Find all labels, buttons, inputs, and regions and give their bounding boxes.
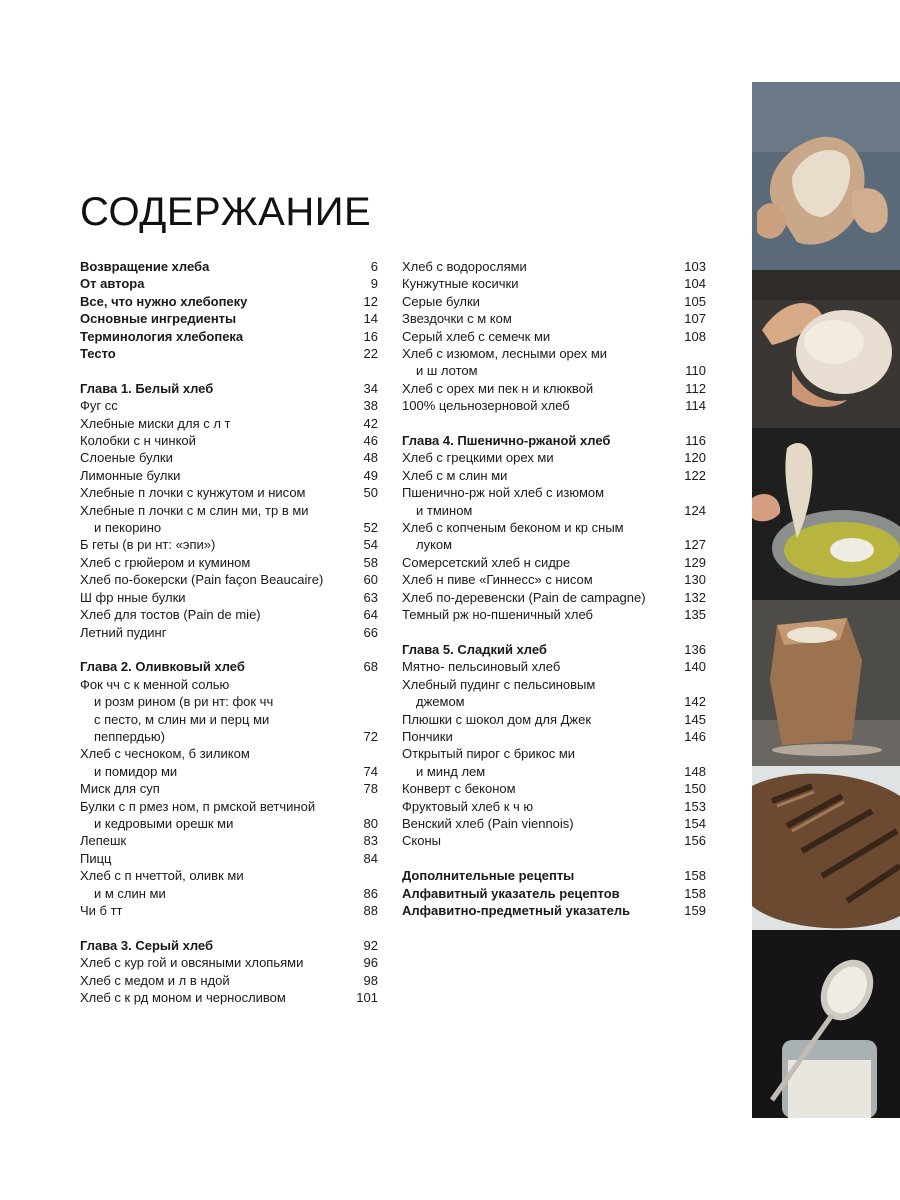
- toc-entry-line: Пицц: [80, 850, 112, 866]
- toc-entry-line: пеппердью): [94, 728, 165, 744]
- toc-section-heading[interactable]: [80, 310, 378, 327]
- toc-page-number: 80: [363, 815, 378, 831]
- toc-entry[interactable]: [402, 606, 706, 623]
- toc-entry-title: [80, 989, 348, 1006]
- toc-entry[interactable]: [402, 571, 706, 588]
- toc-page-number: 98: [363, 972, 378, 988]
- toc-entry-title: [402, 676, 676, 711]
- toc-section-heading[interactable]: [80, 275, 378, 292]
- toc-entry-title: [80, 380, 348, 397]
- toc-entry-line: Ш фр нные булки: [80, 589, 186, 605]
- toc-page-number: 124: [684, 502, 706, 518]
- toc-section-heading[interactable]: [80, 258, 378, 275]
- toc-entry-line: Хлебные п лочки с м слин ми, тр в ми: [80, 502, 309, 518]
- toc-page-number: 142: [684, 694, 706, 710]
- toc-entry-title: [80, 658, 348, 675]
- toc-page-number: 54: [363, 537, 378, 553]
- toc-entry-title: [80, 937, 348, 954]
- toc-entry-line: Пшенично-рж ной хлеб с изюмом: [402, 485, 605, 501]
- toc-entry-title: [402, 345, 676, 380]
- toc-section-heading[interactable]: [80, 658, 378, 675]
- toc-entry-line: Хлеб с к рд моном и черносливом: [80, 990, 286, 1006]
- toc-entry-title: [80, 554, 348, 571]
- toc-page-number: 101: [356, 990, 378, 1006]
- toc-entry-title: [402, 258, 676, 275]
- toc-page-number: 110: [685, 363, 706, 379]
- toc-entry[interactable]: [80, 989, 378, 1006]
- toc-entry-title: [402, 798, 676, 815]
- toc-entry[interactable]: [80, 902, 378, 919]
- toc-page-number: 135: [684, 607, 706, 623]
- toc-page-number: 120: [684, 450, 706, 466]
- toc-page-number: 140: [684, 659, 706, 675]
- toc-entry-line: 100% цельнозерновой хлеб: [402, 398, 570, 414]
- toc-entry[interactable]: [402, 711, 706, 728]
- toc-page-number: 116: [685, 433, 706, 449]
- toc-entry[interactable]: [80, 502, 378, 537]
- toc-entry[interactable]: [402, 293, 706, 310]
- toc-entry-title: [80, 484, 348, 501]
- toc-entry-title: [402, 293, 676, 310]
- toc-page-number: 158: [684, 868, 706, 884]
- toc-entry-line: Возвращение хлеба: [80, 259, 210, 274]
- toc-entry[interactable]: [402, 467, 706, 484]
- toc-page-number: 148: [684, 763, 706, 779]
- toc-entry-title: [402, 328, 676, 345]
- toc-page-number: 132: [684, 589, 706, 605]
- toc-entry-line: Мятно- пельсиновый хлеб: [402, 659, 561, 675]
- toc-entry-line: Фок чч с к менной солью: [80, 676, 230, 692]
- toc-entry-line: Чи б тт: [80, 903, 123, 918]
- toc-entry-line: Глава 5. Сладкий хлеб: [402, 641, 547, 657]
- toc-page-number: 49: [363, 467, 378, 483]
- toc-entry-line: Хлеб с п нчеттой, оливк ми: [80, 868, 244, 884]
- toc-entry[interactable]: [80, 415, 378, 432]
- toc-entry-line: Хлебные п лочки с кунжутом и нисом: [80, 485, 306, 501]
- toc-page-number: 92: [363, 937, 378, 953]
- toc-entry-line: Алфавитный указатель рецептов: [402, 885, 620, 901]
- toc-entry-line: Сконы: [402, 833, 441, 849]
- toc-entry-title: [80, 502, 348, 537]
- toc-entry-line: Терминология хлебопека: [80, 328, 244, 344]
- toc-page-number: 66: [363, 624, 378, 640]
- toc-page-number: 74: [363, 763, 378, 779]
- photo-strip: [752, 82, 900, 1118]
- toc-entry[interactable]: [80, 432, 378, 449]
- toc-entry-line: джемом: [416, 694, 465, 710]
- toc-entry-line: Плюшки с шокол дом для Джек: [402, 711, 592, 727]
- toc-entry-line: Хлеб с м слин ми: [402, 467, 508, 483]
- paper-flour-sack-photo: [752, 600, 900, 766]
- toc-entry-line: Хлеб с орех ми пек н и клюквой: [402, 380, 594, 396]
- toc-page-number: 108: [684, 328, 706, 344]
- toc-entry-title: [80, 449, 348, 466]
- toc-entry[interactable]: [80, 484, 378, 501]
- toc-section-heading[interactable]: [80, 345, 378, 362]
- toc-page-number: 72: [363, 728, 378, 744]
- toc-entry[interactable]: [80, 850, 378, 867]
- section-gap: [402, 415, 706, 432]
- toc-entry-line: Глава 4. Пшенично-ржаной хлеб: [402, 433, 611, 449]
- toc-entry[interactable]: [402, 397, 706, 414]
- toc-entry-title: [80, 624, 348, 641]
- toc-entry-title: [80, 415, 348, 432]
- toc-entry-title: [402, 310, 676, 327]
- toc-section-heading[interactable]: [402, 902, 706, 919]
- toc-entry[interactable]: [402, 832, 706, 849]
- toc-entry[interactable]: [80, 467, 378, 484]
- toc-entry[interactable]: [402, 554, 706, 571]
- section-gap: [80, 362, 378, 379]
- toc-entry-line: Основные ингредиенты: [80, 311, 237, 327]
- toc-entry-title: [80, 571, 348, 588]
- toc-page-number: 104: [684, 276, 706, 292]
- toc-page-number: 127: [684, 537, 706, 553]
- toc-page-number: 50: [363, 485, 378, 501]
- rustic-loaf-photo: [752, 766, 900, 930]
- toc-entry-line: Дополнительные рецепты: [402, 868, 575, 884]
- toc-entry[interactable]: [402, 745, 706, 780]
- toc-page-number: 68: [363, 659, 378, 675]
- toc-page-number: 114: [685, 398, 706, 414]
- toc-entry[interactable]: [80, 676, 378, 746]
- toc-entry-line: Пончики: [402, 728, 453, 744]
- section-gap: [402, 850, 706, 867]
- toc-entry-title: [80, 432, 348, 449]
- toc-entry-line: Открытый пирог с брикос ми: [402, 746, 576, 762]
- toc-page-number: 78: [363, 781, 378, 797]
- toc-page-number: 6: [370, 259, 378, 274]
- toc-right-column: [402, 258, 706, 919]
- toc-entry[interactable]: [402, 519, 706, 554]
- toc-entry-title: [402, 832, 676, 849]
- toc-page-number: 136: [684, 641, 706, 657]
- toc-entry-line: и розм рином (в ри нт: фок чч: [94, 694, 274, 710]
- toc-entry[interactable]: [402, 780, 706, 797]
- toc-entry-title: [80, 745, 348, 780]
- toc-entry-title: [80, 850, 348, 867]
- toc-entry-title: [402, 380, 676, 397]
- toc-entry-line: Хлебные миски для с л т: [80, 415, 231, 431]
- toc-entry-line: с песто, м слин ми и перц ми: [94, 711, 270, 727]
- toc-entry-title: [402, 519, 676, 554]
- toc-entry[interactable]: [80, 589, 378, 606]
- toc-entry-line: Хлеб с медом и л в ндой: [80, 972, 230, 988]
- toc-section-heading[interactable]: [80, 937, 378, 954]
- toc-entry[interactable]: [402, 328, 706, 345]
- toc-page-number: 14: [363, 311, 378, 327]
- toc-entry-line: Хлеб н пиве «Гиннесс» с нисом: [402, 572, 593, 588]
- toc-entry-title: [402, 867, 676, 884]
- toc-entry[interactable]: [80, 554, 378, 571]
- toc-page-number: 158: [684, 885, 706, 901]
- toc-entry-line: Слоеные булки: [80, 450, 173, 466]
- toc-section-heading[interactable]: [80, 380, 378, 397]
- toc-page-number: 154: [684, 815, 706, 831]
- toc-entry-title: [402, 432, 676, 449]
- toc-page-number: 112: [685, 380, 706, 396]
- toc-entry[interactable]: [402, 275, 706, 292]
- toc-entry[interactable]: [402, 380, 706, 397]
- toc-entry-title: [80, 676, 348, 746]
- toc-page-number: 9: [370, 276, 378, 292]
- toc-entry-title: [80, 954, 348, 971]
- toc-entry[interactable]: [402, 484, 706, 519]
- toc-entry-title: [80, 293, 348, 310]
- dough-ball-in-hand-photo: [752, 270, 900, 428]
- toc-entry-title: [80, 397, 348, 414]
- toc-entry-title: [402, 589, 676, 606]
- toc-entry[interactable]: [80, 536, 378, 553]
- toc-entry-title: [402, 902, 676, 919]
- toc-page-number: 63: [363, 589, 378, 605]
- page-title: СОДЕРЖАНИЕ: [80, 190, 372, 234]
- toc-entry[interactable]: [80, 798, 378, 833]
- toc-entry-title: [402, 397, 676, 414]
- toc-entry-line: Хлеб по-бокерски (Pain façon Beaucaire): [80, 572, 324, 588]
- toc-entry-line: и кедровыми орешк ми: [94, 815, 234, 831]
- toc-entry-line: Фуг сс: [80, 398, 118, 414]
- toc-entry-title: [402, 467, 676, 484]
- toc-page-number: 96: [363, 955, 378, 971]
- toc-page-number: 105: [684, 293, 706, 309]
- toc-entry[interactable]: [402, 449, 706, 466]
- section-gap: [80, 641, 378, 658]
- toc-page-number: 64: [363, 607, 378, 623]
- toc-page-number: 46: [363, 433, 378, 449]
- toc-entry-line: Хлеб с кур гой и овсяными хлопьями: [80, 955, 304, 971]
- toc-entry-title: [402, 571, 676, 588]
- toc-entry-title: [402, 885, 676, 902]
- toc-entry-line: Миск для суп: [80, 781, 160, 797]
- toc-page-number: 159: [684, 902, 706, 918]
- toc-entry-line: Хлеб по-деревенски (Pain de campagne): [402, 589, 646, 605]
- toc-entry[interactable]: [402, 798, 706, 815]
- toc-entry[interactable]: [402, 589, 706, 606]
- toc-entry[interactable]: [402, 258, 706, 275]
- toc-entry[interactable]: [402, 815, 706, 832]
- toc-entry[interactable]: [80, 606, 378, 623]
- toc-section-heading[interactable]: [402, 432, 706, 449]
- toc-left-column: [80, 258, 378, 1006]
- toc-entry-line: Хлеб с копченым беконом и кр сным: [402, 520, 624, 536]
- toc-section-heading[interactable]: [402, 885, 706, 902]
- toc-entry-line: Серый хлеб с семечк ми: [402, 328, 551, 344]
- toc-entry-title: [80, 345, 348, 362]
- toc-entry-line: Колобки с н чинкой: [80, 433, 196, 449]
- toc-page-number: 122: [684, 467, 706, 483]
- toc-entry-title: [80, 780, 348, 797]
- toc-page-number: 129: [684, 554, 706, 570]
- toc-entry-line: Глава 1. Белый хлеб: [80, 380, 214, 396]
- toc-entry[interactable]: [80, 397, 378, 414]
- toc-entry-line: и м слин ми: [94, 885, 166, 901]
- toc-page-number: 86: [363, 885, 378, 901]
- toc-entry-line: Хлеб с грецкими орех ми: [402, 450, 554, 466]
- toc-entry[interactable]: [402, 345, 706, 380]
- toc-entry-line: Хлебный пудинг с пельсиновым: [402, 676, 596, 692]
- toc-entry[interactable]: [402, 676, 706, 711]
- toc-entry-line: луком: [416, 537, 453, 553]
- toc-entry[interactable]: [80, 745, 378, 780]
- toc-entry-title: [80, 310, 348, 327]
- toc-entry-line: Алфавитно-предметный указатель: [402, 902, 631, 918]
- toc-entry[interactable]: [402, 310, 706, 327]
- toc-entry-line: Тесто: [80, 346, 116, 362]
- toc-entry-line: Хлеб с водорослями: [402, 259, 527, 274]
- toc-entry-line: Фруктовый хлеб к ч ю: [402, 798, 534, 814]
- toc-entry[interactable]: [80, 571, 378, 588]
- toc-entry-line: и тмином: [416, 502, 473, 518]
- toc-entry-line: и ш лотом: [416, 363, 478, 379]
- toc-page-number: 12: [363, 293, 378, 309]
- toc-entry-title: [402, 658, 676, 675]
- toc-entry-line: Летний пудинг: [80, 624, 167, 640]
- toc-entry-title: [402, 554, 676, 571]
- toc-entry-line: Темный рж но-пшеничный хлеб: [402, 607, 593, 623]
- toc-entry-title: [402, 728, 676, 745]
- toc-page-number: 58: [363, 554, 378, 570]
- toc-entry-title: [80, 798, 348, 833]
- toc-entry-line: и пекорино: [94, 520, 162, 536]
- section-gap: [402, 624, 706, 641]
- toc-section-heading[interactable]: [80, 328, 378, 345]
- toc-page-number: 146: [684, 728, 706, 744]
- toc-entry-title: [80, 867, 348, 902]
- toc-entry-line: и помидор ми: [94, 763, 178, 779]
- toc-section-heading[interactable]: [80, 293, 378, 310]
- toc-entry[interactable]: [80, 780, 378, 797]
- toc-section-heading[interactable]: [402, 867, 706, 884]
- toc-page-number: 130: [684, 572, 706, 588]
- toc-entry-title: [80, 258, 348, 275]
- toc-entry-title: [80, 275, 348, 292]
- toc-entry-line: Лимонные булки: [80, 467, 181, 483]
- flour-bag-in-hands-photo: [752, 82, 900, 270]
- toc-entry-line: Кунжутные косички: [402, 276, 519, 292]
- toc-entry[interactable]: [80, 867, 378, 902]
- toc-page-number: 38: [363, 398, 378, 414]
- toc-entry-title: [80, 589, 348, 606]
- toc-entry[interactable]: [80, 832, 378, 849]
- toc-entry-title: [402, 745, 676, 780]
- toc-page-number: 22: [363, 346, 378, 362]
- toc-entry-title: [402, 711, 676, 728]
- toc-entry-line: Хлеб для тостов (Pain de mie): [80, 607, 261, 623]
- toc-entry-title: [402, 780, 676, 797]
- toc-page-number: 48: [363, 450, 378, 466]
- toc-entry-title: [402, 815, 676, 832]
- toc-page-number: 150: [684, 781, 706, 797]
- toc-page-number: 34: [363, 380, 378, 396]
- toc-entry-line: Лепешк: [80, 833, 127, 849]
- toc-entry-line: Хлеб с изюмом, лесными орех ми: [402, 346, 608, 362]
- toc-entry-title: [80, 832, 348, 849]
- toc-entry-line: Хлеб с чесноком, б зиликом: [80, 746, 250, 762]
- toc-page-number: 83: [363, 833, 378, 849]
- toc-entry-title: [80, 536, 348, 553]
- toc-entry-line: Булки с п рмез ном, п рмской ветчиной: [80, 798, 316, 814]
- toc-entry-title: [80, 606, 348, 623]
- toc-page-number: 107: [684, 311, 706, 327]
- toc-entry-line: Конверт с беконом: [402, 781, 516, 797]
- toc-entry[interactable]: [402, 658, 706, 675]
- toc-entry-line: и минд лем: [416, 763, 486, 779]
- toc-entry[interactable]: [80, 624, 378, 641]
- toc-entry[interactable]: [80, 954, 378, 971]
- dough-mixing-bowl-photo: [752, 428, 900, 600]
- toc-entry-title: [402, 606, 676, 623]
- toc-entry-line: Глава 3. Серый хлеб: [80, 937, 213, 953]
- toc-page-number: 84: [363, 850, 378, 866]
- toc-entry-title: [80, 902, 348, 919]
- toc-entry-line: Б геты (в ри нт: «эпи»): [80, 537, 216, 553]
- toc-page-number: 156: [684, 833, 706, 849]
- toc-page-number: 16: [363, 328, 378, 344]
- toc-entry-title: [402, 275, 676, 292]
- toc-entry-line: Хлеб с грюйером и кумином: [80, 554, 251, 570]
- toc-page-number: 145: [684, 711, 706, 727]
- toc-entry-line: Венский хлеб (Pain viennois): [402, 815, 574, 831]
- spoon-and-jar-photo: [752, 930, 900, 1118]
- toc-page-number: 42: [363, 415, 378, 431]
- toc-entry-title: [402, 484, 676, 519]
- toc-entry-title: [80, 328, 348, 345]
- toc-entry[interactable]: [80, 449, 378, 466]
- toc-entry-line: Звездочки с м ком: [402, 311, 512, 327]
- toc-entry-line: Все, что нужно хлебопеку: [80, 293, 248, 309]
- toc-page-number: 153: [684, 798, 706, 814]
- toc-entry-line: Серые булки: [402, 293, 480, 309]
- section-gap: [80, 919, 378, 936]
- toc-entry-title: [402, 641, 676, 658]
- toc-page-number: 60: [363, 572, 378, 588]
- toc-section-heading[interactable]: [402, 641, 706, 658]
- toc-page-number: 52: [363, 520, 378, 536]
- toc-entry[interactable]: [80, 972, 378, 989]
- toc-entry-title: [80, 972, 348, 989]
- toc-entry-title: [402, 449, 676, 466]
- toc-entry-line: Сомерсетский хлеб н сидре: [402, 554, 571, 570]
- toc-entry-line: Глава 2. Оливковый хлеб: [80, 659, 245, 675]
- toc-entry-line: От автора: [80, 276, 145, 292]
- toc-page-number: 88: [363, 903, 378, 918]
- toc-entry-title: [80, 467, 348, 484]
- toc-entry[interactable]: [402, 728, 706, 745]
- toc-page-number: 103: [684, 259, 706, 274]
